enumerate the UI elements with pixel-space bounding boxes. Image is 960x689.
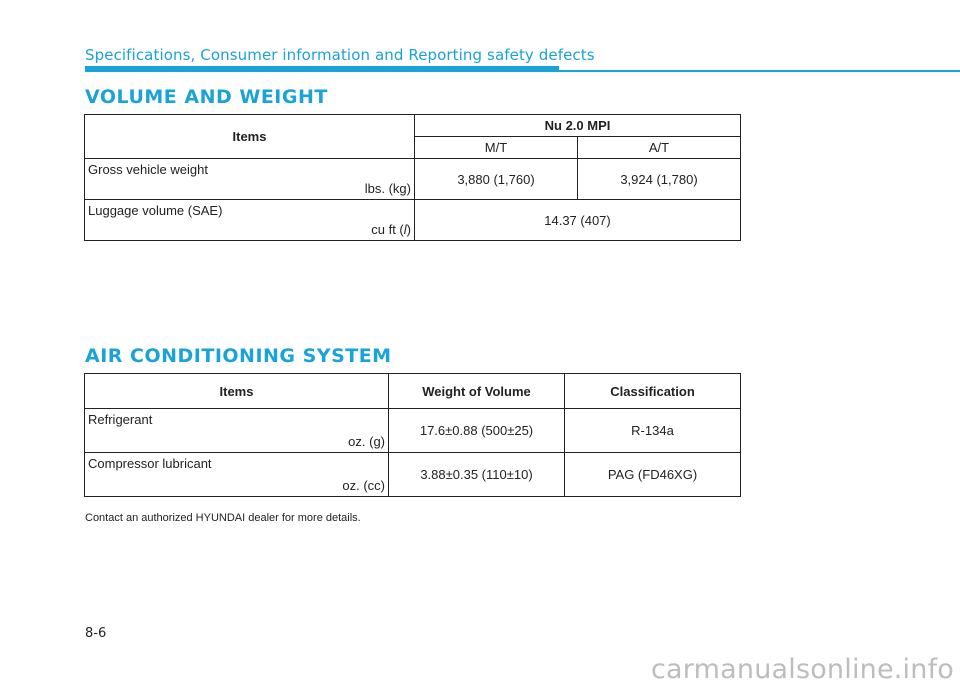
classification-header: Classification — [565, 374, 741, 409]
item-unit: oz. (cc) — [342, 478, 385, 493]
weight-header: Weight of Volume — [389, 374, 565, 409]
at-header: A/T — [578, 137, 741, 159]
unit-suffix: ) — [406, 222, 411, 237]
unit-symbol: l — [403, 222, 407, 237]
engine-header: Nu 2.0 MPI — [415, 115, 741, 137]
at-value: 3,924 (1,780) — [578, 159, 741, 200]
table-row — [85, 453, 741, 497]
item-cell — [85, 453, 389, 497]
weight-value: 17.6±0.88 (500±25) — [389, 409, 565, 453]
watermark: carmanualsonline.info — [651, 654, 954, 685]
item-unit — [371, 222, 411, 237]
air-conditioning-title: AIR CONDITIONING SYSTEM — [85, 345, 392, 367]
item-name: Gross vehicle weight — [88, 162, 208, 177]
luggage-value: 14.37 (407) — [415, 200, 741, 241]
footnote: Contact an authorized HYUNDAI dealer for more details. — [85, 512, 361, 524]
header-rule-thick — [85, 66, 559, 72]
items-header: Items — [85, 115, 415, 159]
mt-value: 3,880 (1,760) — [415, 159, 578, 200]
table-row — [85, 409, 741, 453]
item-name: Luggage volume (SAE) — [88, 203, 223, 218]
volume-weight-table — [84, 114, 741, 241]
table-row — [85, 200, 741, 241]
classification-value: R-134a — [565, 409, 741, 453]
item-cell — [85, 409, 389, 453]
unit-prefix: cu ft ( — [371, 222, 404, 237]
table-row — [85, 159, 741, 200]
item-name: Refrigerant — [88, 412, 153, 427]
item-unit: oz. (g) — [348, 434, 385, 449]
chapter-title: Specifications, Consumer information and Reporting safety defects — [85, 46, 595, 64]
weight-value: 3.88±0.35 (110±10) — [389, 453, 565, 497]
item-cell — [85, 200, 415, 241]
item-cell — [85, 159, 415, 200]
mt-header: M/T — [415, 137, 578, 159]
classification-value: PAG (FD46XG) — [565, 453, 741, 497]
items-header: Items — [85, 374, 389, 409]
item-unit: lbs. (kg) — [364, 181, 411, 196]
page-number: 8-6 — [85, 626, 107, 641]
table-header-row — [85, 374, 741, 409]
table-header-row — [85, 115, 741, 137]
item-name: Compressor lubricant — [88, 456, 212, 471]
volume-weight-title: VOLUME AND WEIGHT — [85, 86, 328, 108]
header-rule-thin — [559, 70, 960, 72]
air-conditioning-table — [84, 373, 741, 497]
